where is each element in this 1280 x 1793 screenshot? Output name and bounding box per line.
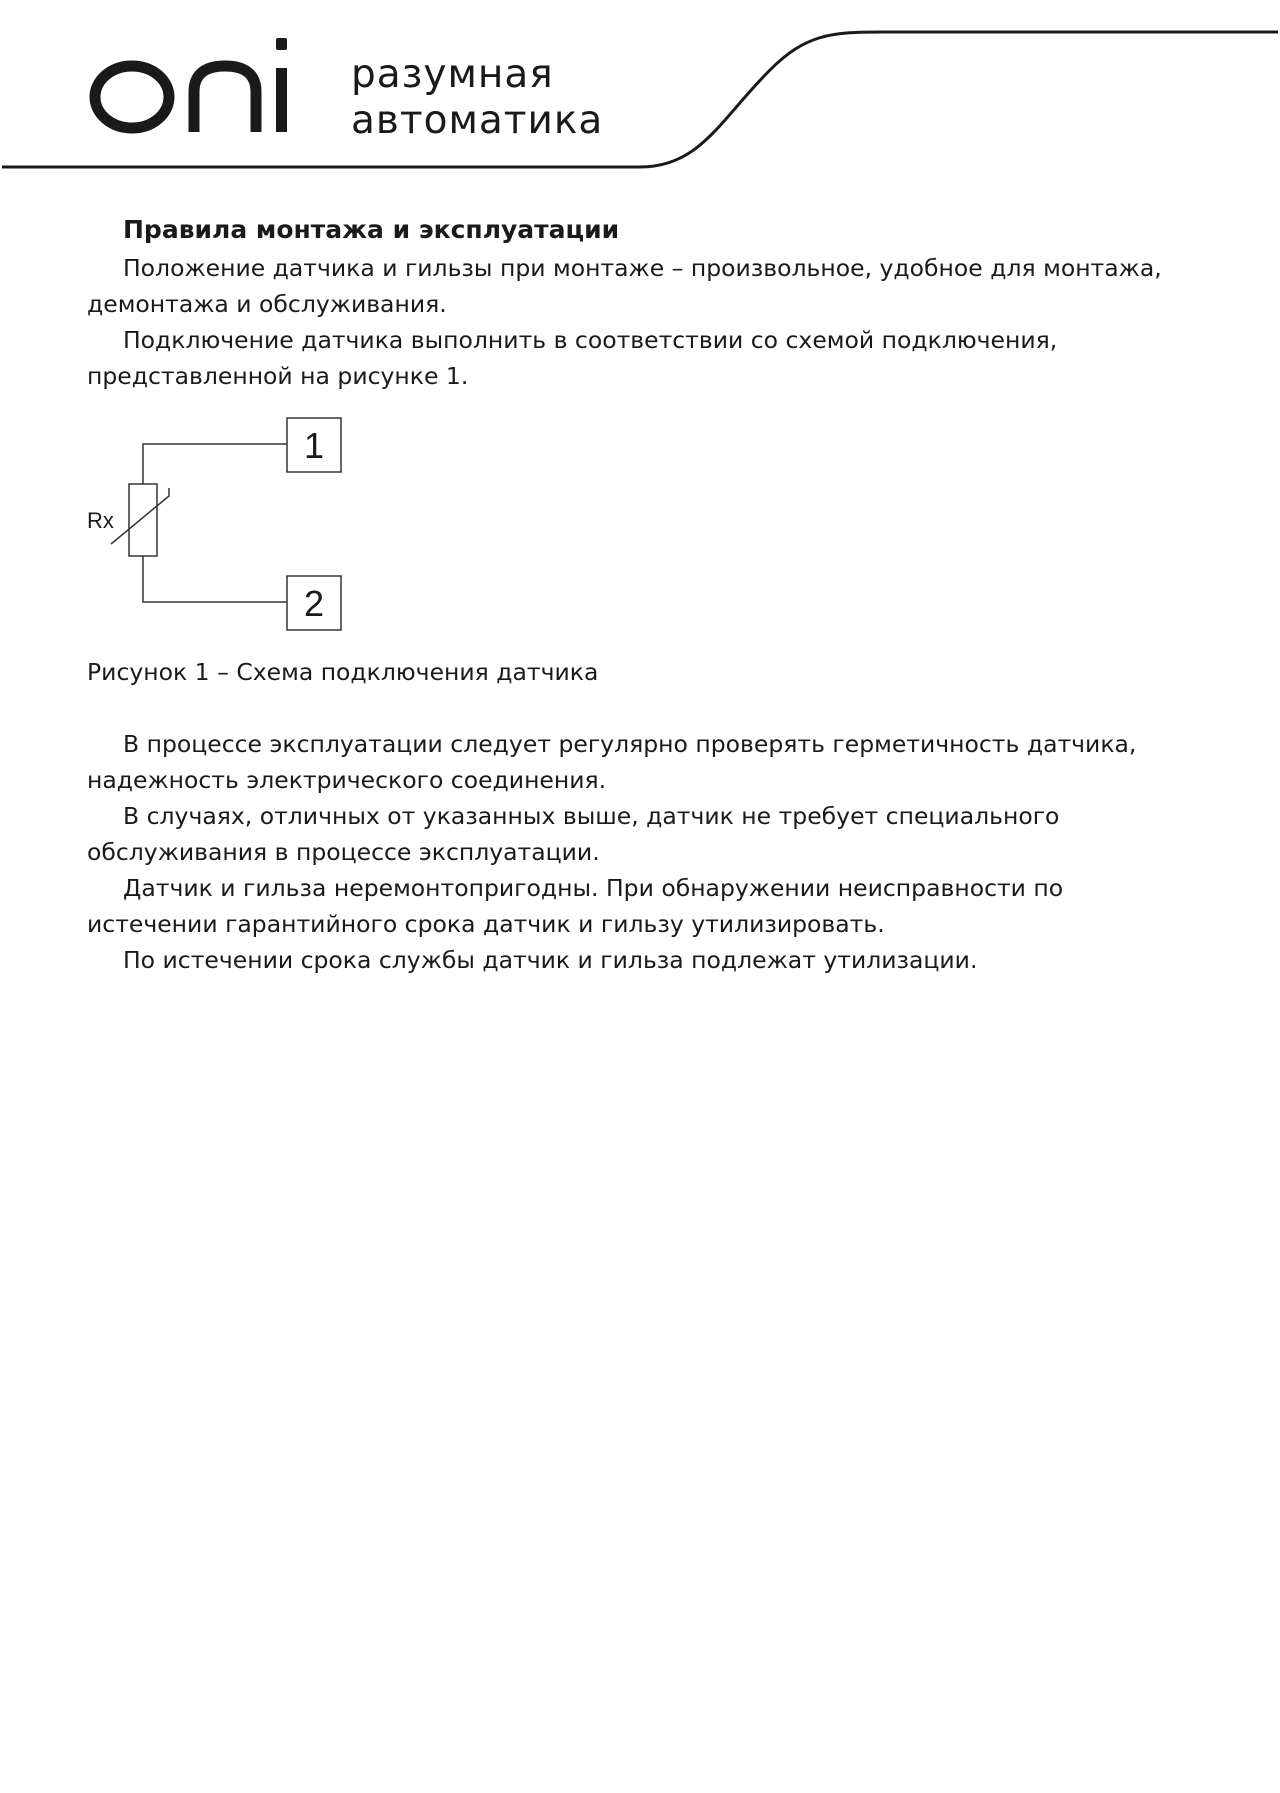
wire-bottom [143,556,287,602]
section-title: Правила монтажа и эксплуатации [123,215,620,244]
connection-diagram [87,416,387,646]
thermistor-arrow [111,488,169,544]
connection-diagram-svg [87,416,387,646]
terminal-1-label: 1 [303,425,325,466]
spacer [87,690,1197,726]
paragraph-inspection: В процессе эксплуатации следует регулярно проверять герметичность датчика, надежность электрического соединения. [87,730,1137,794]
terminal-2-label: 2 [303,583,325,624]
figure-caption: Рисунок 1 – Схема подключения датчика [87,658,599,686]
resistor-label: Rx [87,508,114,533]
resistor-body [129,484,157,556]
paragraph-repair: Датчик и гильза неремонтопригодны. При обнаружении неисправности по истечении гарантийного срока датчик и гильзу утилизировать. [87,874,1064,938]
tagline-line-1: разумная [351,52,554,97]
oni-logo [88,34,298,134]
paragraph-maintenance: В случаях, отличных от указанных выше, датчик не требует специального обслуживания в процессе эксплуатации. [87,802,1060,866]
wire-top [143,444,287,484]
paragraph-disposal: По истечении срока службы датчик и гильза подлежат утилизации. [123,946,978,974]
main-content [87,210,1197,978]
paragraph-connection: Подключение датчика выполнить в соответствии со схемой подключения, представленной на рисунке 1. [87,326,1058,390]
tagline-line-2: автоматика [351,98,604,143]
brand-tagline [351,52,603,144]
paragraph-mounting-position: Положение датчика и гильзы при монтаже – произвольное, удобное для монтажа, демонтажа и обслуживания. [87,254,1162,318]
